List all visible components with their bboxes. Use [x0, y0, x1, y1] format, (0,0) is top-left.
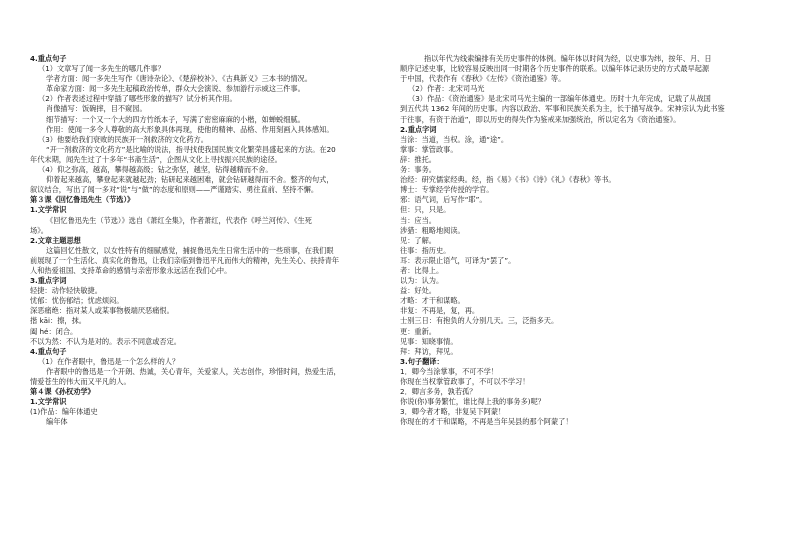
text-line: 你现在的才干和谋略，不再是当年吴县的那个阿蒙了！: [400, 417, 573, 427]
text-line: 掌事：掌管政事。: [400, 144, 458, 154]
section-heading: 1.文学常识: [30, 397, 67, 407]
section-heading: 第３课《回忆鲁迅先生（节选）》: [30, 195, 135, 205]
section-heading: 2.文章主题思想: [30, 235, 81, 245]
text-line: 肖像描写：饭碗摔，目不窥园。: [46, 104, 147, 114]
section-heading: 3.重点字词: [30, 276, 67, 286]
text-line: 年代末期，闻先生过了十多年“书斋生活”，企图从文化上寻找振兴民族的途径。: [30, 154, 282, 164]
text-line: 往事：指历史。: [400, 245, 451, 255]
text-line: 拜：拜访，拜见。: [400, 346, 458, 356]
text-line: 这篇回忆性散文，以女性特有的细腻感觉，捕捉鲁迅先生日常生活中的一些琐事，在我们眼: [46, 245, 334, 255]
text-line: 以为：认为。: [400, 276, 444, 286]
text-line: 更：重新。: [400, 326, 436, 336]
text-line: （1）文章写了闻一多先生的哪几件事？: [38, 64, 165, 74]
section-heading: 3.句子翻译：: [400, 356, 444, 366]
text-line: 耳：表示限止语气，可译为“罢了”。: [400, 255, 516, 265]
right-column: [400, 54, 772, 427]
text-line: 揩 kāi：擦，抹。: [30, 316, 86, 326]
text-line: 当涂：当道，当权。涂，通“途”。: [400, 134, 509, 144]
text-line: 你现在当权掌管政事了，不可以不学习！: [400, 377, 530, 386]
text-line: 非复：不再是，复，再。: [400, 306, 480, 316]
section-heading: 第４课《孙权劝学》: [30, 387, 95, 397]
text-line: （2）作者：北宋司马光: [408, 84, 485, 94]
section-heading: 1.文学常识: [30, 205, 67, 215]
text-line: 于往事，有资于治道”，即以历史的得失作为鉴戒来加强统治，所以定名为《资治通鉴》。: [400, 114, 681, 124]
text-line: 到五代共 1362 年间的历史事。内容以政治、军事和民族关系为主，长于描写战争。宋神宗认为此书鉴: [400, 104, 725, 114]
text-line: 人和热爱祖国、支持革命的感情与亲密形象永远活在我们心中。: [30, 265, 232, 275]
text-line: 博士：专掌经学传授的学官。: [400, 185, 494, 195]
text-line: 于中国，代表作有《春秋》《左传》《资治通鉴》等。: [400, 74, 566, 84]
text-line: 轻捷：动作轻快敏捷。: [30, 286, 102, 296]
text-line: 革命家方面：闻一多先生起稿政治传单，群众大会演说、参加游行示威这三件事。: [46, 84, 305, 94]
text-line: 场》。: [30, 225, 48, 235]
text-line: 阖 hé：闭合。: [30, 326, 78, 336]
text-line: 《回忆鲁迅先生（节选）》选自《萧红全集》，作者萧红，代表作《呼兰河传》、《生死: [46, 215, 312, 225]
text-line: 当：应当。: [400, 215, 436, 225]
text-line: （3）作品：《资治通鉴》是北宋司马光主编的一部编年体通史。历时十九年完成，记载了从战国: [408, 94, 711, 104]
section-heading: 4.重点句子: [30, 54, 67, 63]
text-line: 指以年代为线索编排有关历史事件的体例。编年体以时间为经，以史事为纬，按年、月、日: [424, 54, 712, 63]
text-line: 1．卿今当涂掌事，不可不学！: [400, 366, 499, 376]
text-line: 才略：才干和谋略。: [400, 296, 465, 306]
text-line: 者：比得上。: [400, 265, 444, 275]
section-heading: 4.重点句子: [30, 346, 67, 356]
text-line: (1)作品：编年体通史: [30, 407, 98, 417]
text-line: 但：只，只是。: [400, 205, 451, 215]
text-line: 辞：推托。: [400, 154, 436, 164]
text-line: 作用：使闻一多令人尊敬的高大形象具体再现，使他的精神、品格、作用刻画入具体感知。: [46, 124, 334, 134]
text-line: 情爱苍生的伟大而又平凡的人。: [30, 377, 131, 386]
text-line: 你说(你)事务繁忙，谁比得上我的事务多)呢？: [400, 397, 545, 407]
text-line: （4）仰之弥高，越高，攀得越高级；钻之弥坚，越坚，钻得越精而不舍。: [38, 165, 273, 175]
text-line: 学者方面：闻一多先生写作《唐诗杂论》、《楚辞校补》、《古典新义》三本书的情况。: [46, 74, 312, 84]
text-line: 不以为然：不认为是对的。表示不同意或否定。: [30, 336, 181, 346]
text-line: （2）作者表述过程中穿插了哪些形象的描写？试分析其作用。: [38, 94, 237, 104]
left-column: [30, 54, 382, 427]
text-line: 见事：知晓事情。: [400, 336, 458, 346]
text-line: 士别三日：有抱负的人分别几天。三，泛指多天。: [400, 316, 559, 326]
text-line: “开一剂救济的文化药方”是比喻的说法，指寻找使我国民族文化繁荣昌盛起来的方法。在20: [46, 144, 336, 154]
text-line: 3．卿今者才略，非复吴下阿蒙！: [400, 407, 506, 417]
text-line: （3）他要给我们衰败的民族开一剂救济的文化药方。: [38, 134, 208, 144]
text-line: 深恶痛绝：指对某人或某事物极端厌恶痛恨。: [30, 306, 174, 316]
text-line: 2．卿言多务，孰若孤？: [400, 387, 477, 397]
text-line: 叙议结合，写出了闻一多对“说”与“做”的态度和原则——严谨踏实、勇往直前、坚持不懈。: [30, 185, 319, 195]
text-line: 前展现了一个生活化、真实化的鲁迅，让我们亲临到鲁迅平凡而伟大的精神，先生关心、扶持青年: [30, 255, 340, 265]
text-line: 作者眼中的鲁迅是一个开朗、热诚，关心青年，关爱家人，关志创作，珍惜时间，热爱生活，: [46, 366, 341, 376]
text-line: 编年体: [46, 417, 68, 427]
text-line: 涉猎：粗略地阅读。: [400, 225, 465, 235]
text-line: 邪：语气词，后写作“耶”。: [400, 195, 487, 205]
text-line: 益：好处。: [400, 286, 436, 296]
text-line: 仰着起来越高，攀登起来就越起劲；钻研起来越困难，就会钻研越得而不舍。整齐的句式，: [46, 175, 334, 185]
section-heading: 2.重点字词: [400, 124, 437, 134]
text-line: 顺序记述史事，比较容易反映出同一时期各个历史事件的联系。以编年体记录历史的方式最早起源: [400, 64, 710, 74]
text-line: 细节描写：一个又一个大的四方竹纸本子，写满了密密麻麻的小楷，如蝉蜕细腻。: [46, 114, 305, 124]
text-line: 务：事务。: [400, 165, 436, 175]
text-line: 治经：研究儒家经典。经，指《易》《书》《诗》《礼》《春秋》等书。: [400, 175, 616, 185]
text-line: 见：了解。: [400, 235, 436, 245]
text-line: 忧郁：忧伤郁结；忧虑烦闷。: [30, 296, 124, 306]
text-line: （1）在作者眼中，鲁迅是一个怎么样的人？: [38, 356, 180, 366]
